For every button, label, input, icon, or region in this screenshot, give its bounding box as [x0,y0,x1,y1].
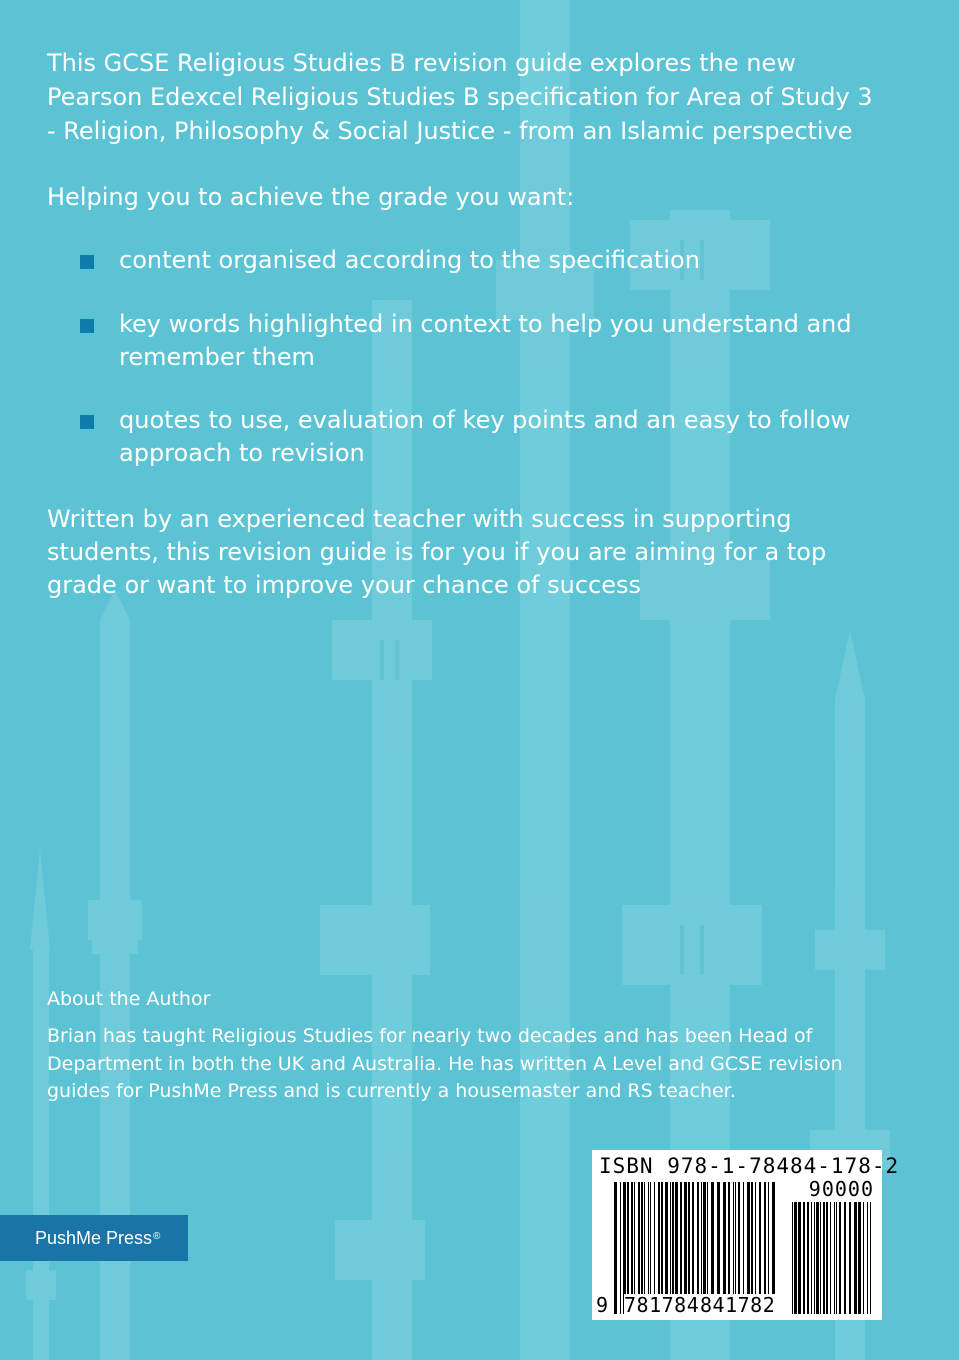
barcode-bar [794,1202,797,1314]
summary-line: Written by an experienced teacher with success in supporting [47,505,792,533]
feature-text [119,244,899,277]
price-code: 90000 [808,1177,874,1201]
intro-line: - Religion, Philosophy & Social Justice - from an Islamic perspective [47,117,853,145]
barcode-bar [844,1202,846,1314]
barcode-bar [823,1202,825,1314]
barcode-lead-digit: 9 [596,1293,609,1317]
barcode-bar [849,1202,851,1314]
intro-line: Pearson Edexcel Religious Studies B specification for Area of Study 3 [47,83,873,111]
summary-line: grade or want to improve your chance of success [47,571,641,599]
registered-mark: ® [153,1230,161,1242]
barcode-digits-left: 781784 [624,1293,700,1317]
barcode-bar [807,1202,809,1314]
publisher-name: PushMe Press [35,1227,153,1248]
barcode-bar [870,1202,871,1314]
barcode-bar [863,1202,864,1314]
author-heading: About the Author [47,988,211,1010]
helping-heading: Helping you to achieve the grade you want: [47,183,575,211]
publisher-logo [0,1215,188,1261]
intro-paragraph [47,46,927,148]
barcode-bar [858,1202,861,1314]
isbn-text: ISBN 978-1-78484-178-2 [599,1154,900,1178]
author-bio-line: Department in both the UK and Australia. He has written A Level and GCSE revision [47,1052,843,1075]
square-bullet-icon [80,255,94,269]
barcode-bar [867,1202,868,1314]
barcode-bar [854,1202,857,1314]
feature-line: quotes to use, evaluation of key points and an easy to follow [119,406,851,434]
feature-text [119,308,899,374]
barcode-bar [814,1202,815,1314]
barcode-bar [614,1182,617,1314]
barcode-bar [792,1202,793,1314]
barcode-bar [830,1202,831,1314]
summary-line: students, this revision guide is for you if you are aiming for a top [47,538,827,566]
intro-line: This GCSE Religious Studies B revision guide explores the new [47,49,796,77]
barcode-bar [834,1202,835,1314]
barcode-bar [803,1202,805,1314]
barcode-bar [620,1182,621,1314]
square-bullet-icon [80,319,94,333]
feature-text [119,404,899,470]
barcode-bar [798,1202,801,1314]
barcode-digits-right: 841782 [700,1293,776,1317]
barcode-bar [836,1202,837,1314]
summary-paragraph [47,503,927,602]
barcode-bar [811,1202,812,1314]
author-bio [47,1023,927,1106]
feature-line: remember them [119,343,315,371]
barcode-bar [839,1202,841,1314]
author-bio-line: guides for PushMe Press and is currently a housemaster and RS teacher. [47,1080,736,1102]
feature-line: approach to revision [119,439,365,467]
barcode-bar [816,1202,819,1314]
barcode-bar [826,1202,828,1314]
isbn-barcode [592,1150,900,1320]
author-bio-line: Brian has taught Religious Studies for nearly two decades and has been Head of [47,1025,813,1047]
feature-line: content organised according to the specification [119,246,700,274]
feature-line: key words highlighted in context to help you understand and [119,310,852,338]
square-bullet-icon [80,415,94,429]
barcode-bar [820,1202,821,1314]
